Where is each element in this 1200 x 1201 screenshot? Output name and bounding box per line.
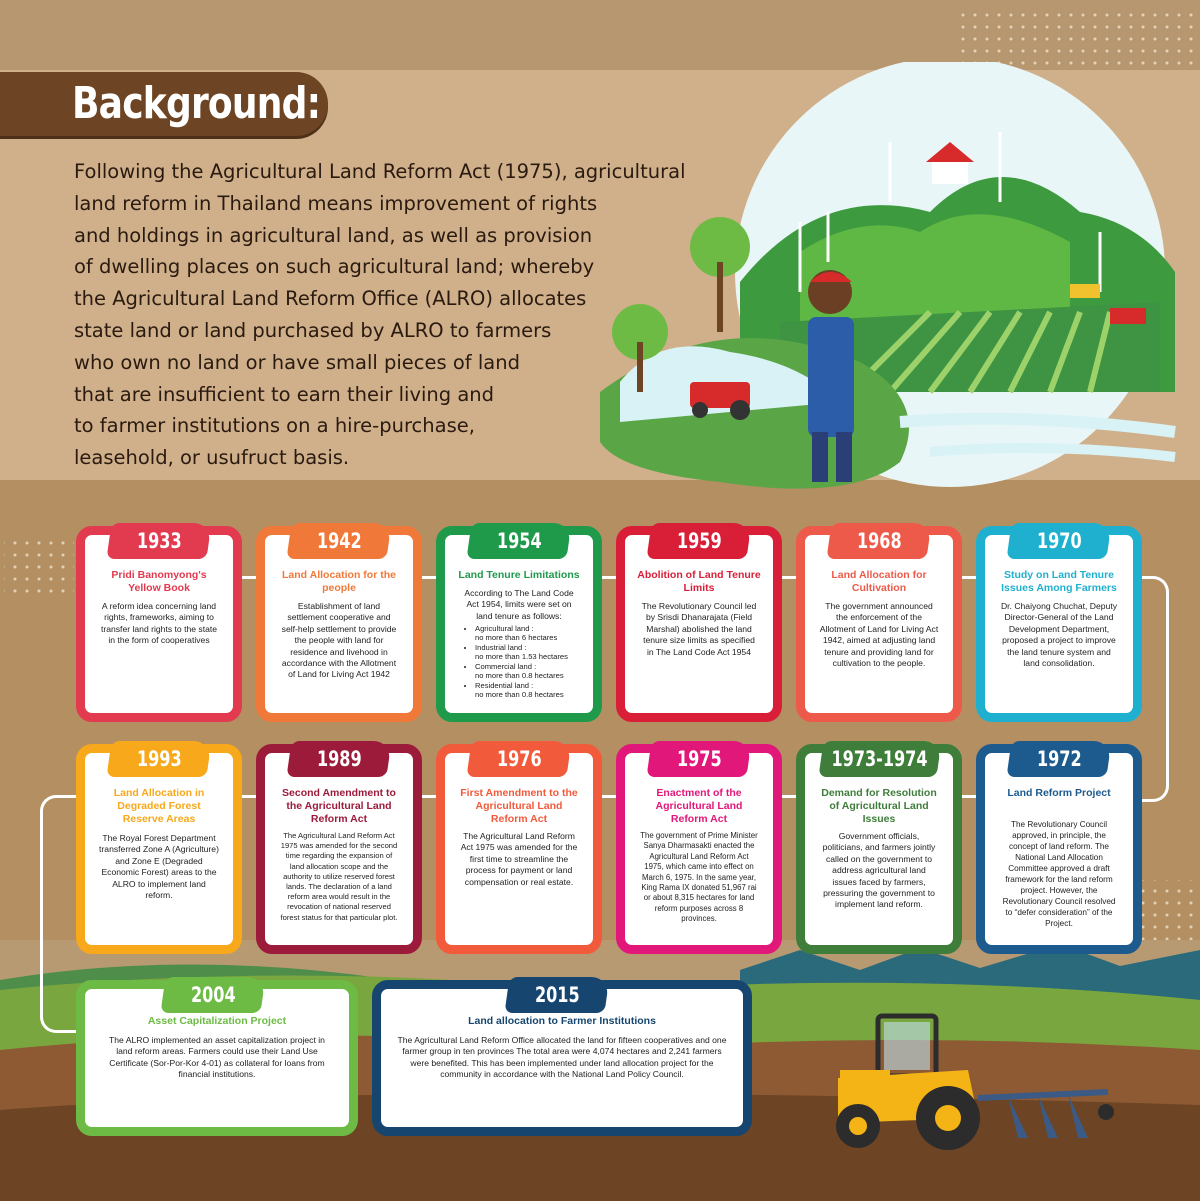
card-body: The Agricultural Land Reform Act 1975 was amended for the second time regarding the expansion of land allocation scope and the authority to utilize reserved forest lands. The declaration of a land reform area would result in the revocation of national reserved forest status for that particular plot. [280,831,398,922]
card-title: Demand for Resolution of Agricultural Land Issues [821,787,937,825]
intro-line: land reform in Thailand means improvement of rights [74,191,598,215]
year-label: 1989 [286,741,391,777]
card-body: A reform idea concerning land rights, frameworks, aiming to transfer land rights to the state in the form of cooperatives [100,601,218,646]
card-body: Establishment of land settlement cooperative and self-help settlement to provide the people with land for residence and livehood in accordance with the Allotment of Land for Living Act 1942 [281,601,397,680]
timeline-card-2004 [76,980,358,1136]
intro-line: that are insufficient to earn their living and [74,382,495,406]
card-intro: According to The Land Code Act 1954, limits were set on land tenure as follows: [464,588,574,621]
intro-line: leasehold, or usufruct basis. [74,446,350,470]
intro-line: Following the Agricultural Land Reform Act (1975), agricultural [74,160,686,183]
card-body: The Revolutionary Council approved, in principle, the concept of land reform. The National Land Allocation Committee approved a draft framework for the land reform project. However, the Revolutionary Council resolved to “defer consideration” of the Project. [1002,820,1116,928]
timeline-card-1968 [796,526,962,722]
timeline-card-1972 [976,744,1142,954]
list-item: • Residential land : no more than 0.8 hectares [475,681,579,699]
timeline-card-1989 [256,744,422,954]
timeline-card-1933 [76,526,242,722]
year-label: 2004 [160,977,265,1013]
year-label: 1959 [646,523,751,559]
year-label: 1970 [1006,523,1111,559]
timeline-card-1975 [616,744,782,954]
timeline-card-1973-1974 [796,744,962,954]
year-label: 1976 [466,741,571,777]
card-title: Enactment of the Agricultural Land Reform Act [655,787,743,825]
year-label: 1972 [1006,741,1111,777]
timeline-card-1970 [976,526,1142,722]
list-item: • Industrial land : no more than 1.53 hectares [475,643,579,661]
card-title: Land Tenure Limitations [458,569,580,581]
list-item: • Commercial land : no more than 0.8 hectares [475,662,579,680]
card-title: Study on Land Tenure Issues Among Farmers [1001,569,1117,594]
card-body: The ALRO implemented an asset capitalization project in land reform areas. Farmers could use their Land Use Certificate (Sor-Por-Kor 4-01) as collateral for loans from financial institutions. [109,1035,325,1080]
timeline-card-1959 [616,526,782,722]
card-body: The Revolutionary Council led by Srisdi Dhanarajata (Field Marshal) abolished the land tenure size limits as specified in The Land Code Act 1954 [641,601,757,657]
timeline-card-1942 [256,526,422,722]
year-label: 1933 [106,523,211,559]
card-body: The government announced the enforcement of the Allotment of Land for Living Act 1942, aimed at adjusting land tenure and providing land for cultivation to the people. [819,601,939,669]
year-label: 1954 [466,523,571,559]
year-label: 1973-1974 [818,741,941,777]
year-label: 1942 [286,523,391,559]
timeline-card-1993 [76,744,242,954]
timeline-card-2015 [372,980,752,1136]
tractor-illustration [818,1008,1118,1158]
card-body: The Agricultural Land Reform Act 1975 was amended for the first time to streamline the process for payment or land compensation or real estate. [460,831,578,887]
timeline-card-1976 [436,744,602,954]
card-body: Government officials, politicians, and farmers jointly called on the government to address agricultural land issues faced by farmers, pressuring the government to implement land reform. [822,831,936,910]
card-body: The Royal Forest Department transferred Zone A (Agriculture) and Zone E (Degraded Economic Forest) areas to the ALRO to implement land reform. [99,833,219,901]
card-title: Land Allocation in Degraded Forest Reserve Areas [113,787,205,825]
page-title: Background: [72,78,321,129]
intro-line: the Agricultural Land Reform Office (ALRO) allocates [74,287,587,311]
card-title: Asset Capitalization Project [147,1015,287,1027]
tenure-limits-list [459,624,579,699]
intro-line: who own no land or have small pieces of land [74,350,520,374]
card-title: Land Reform Project [1007,787,1111,799]
card-body: The Agricultural Land Reform Office allocated the land for fifteen cooperatives and one farmer group in ten provinces The total area were 4,074 hectares and 2,241 farmers were benefited. This has been implemented under land allocation project for the community in accordance with the National Land Policy Council. [397,1035,727,1080]
year-label: 1968 [826,523,931,559]
intro-line: to farmer institutions on a hire-purchase, [74,414,475,438]
card-title: Abolition of Land Tenure Limits [637,569,761,594]
list-item: • Agricultural land : no more than 6 hectares [475,624,579,642]
intro-line: and holdings in agricultural land, as well as provision [74,223,593,247]
year-label: 1975 [646,741,751,777]
card-title: Land Allocation for the people [282,569,396,594]
year-label: 2015 [504,977,609,1013]
card-body: Dr. Chaiyong Chuchat, Deputy Director-General of the Land Development Department, proposed a project to improve the land tenure system and land consolidation. [1000,601,1118,669]
card-title: Land allocation to Farmer Institutions [468,1015,656,1027]
card-body [459,588,579,700]
card-title: Pridi Banomyong's Yellow Book [111,569,207,594]
intro-line: state land or land purchased by ALRO to farmers [74,318,552,342]
card-title: First Amendment to the Agricultural Land Reform Act [460,787,578,825]
intro-line: of dwelling places on such agricultural land; whereby [74,255,595,279]
card-title: Second Amendment to the Agricultural Land Reform Act [282,787,396,825]
intro-paragraph [74,156,734,474]
year-label: 1993 [106,741,211,777]
card-body: The government of Prime Minister Sanya Dharmasakti enacted the Agricultural Land Reform Act 1975, which came into effect on March 6, 1975. In the same year, King Rama IX donated 51,967 rai or about 8,315 hectares for land reform purposes across 8 provinces. [640,831,758,924]
card-title: Land Allocation for Cultivation [831,569,927,594]
timeline-card-1954 [436,526,602,722]
